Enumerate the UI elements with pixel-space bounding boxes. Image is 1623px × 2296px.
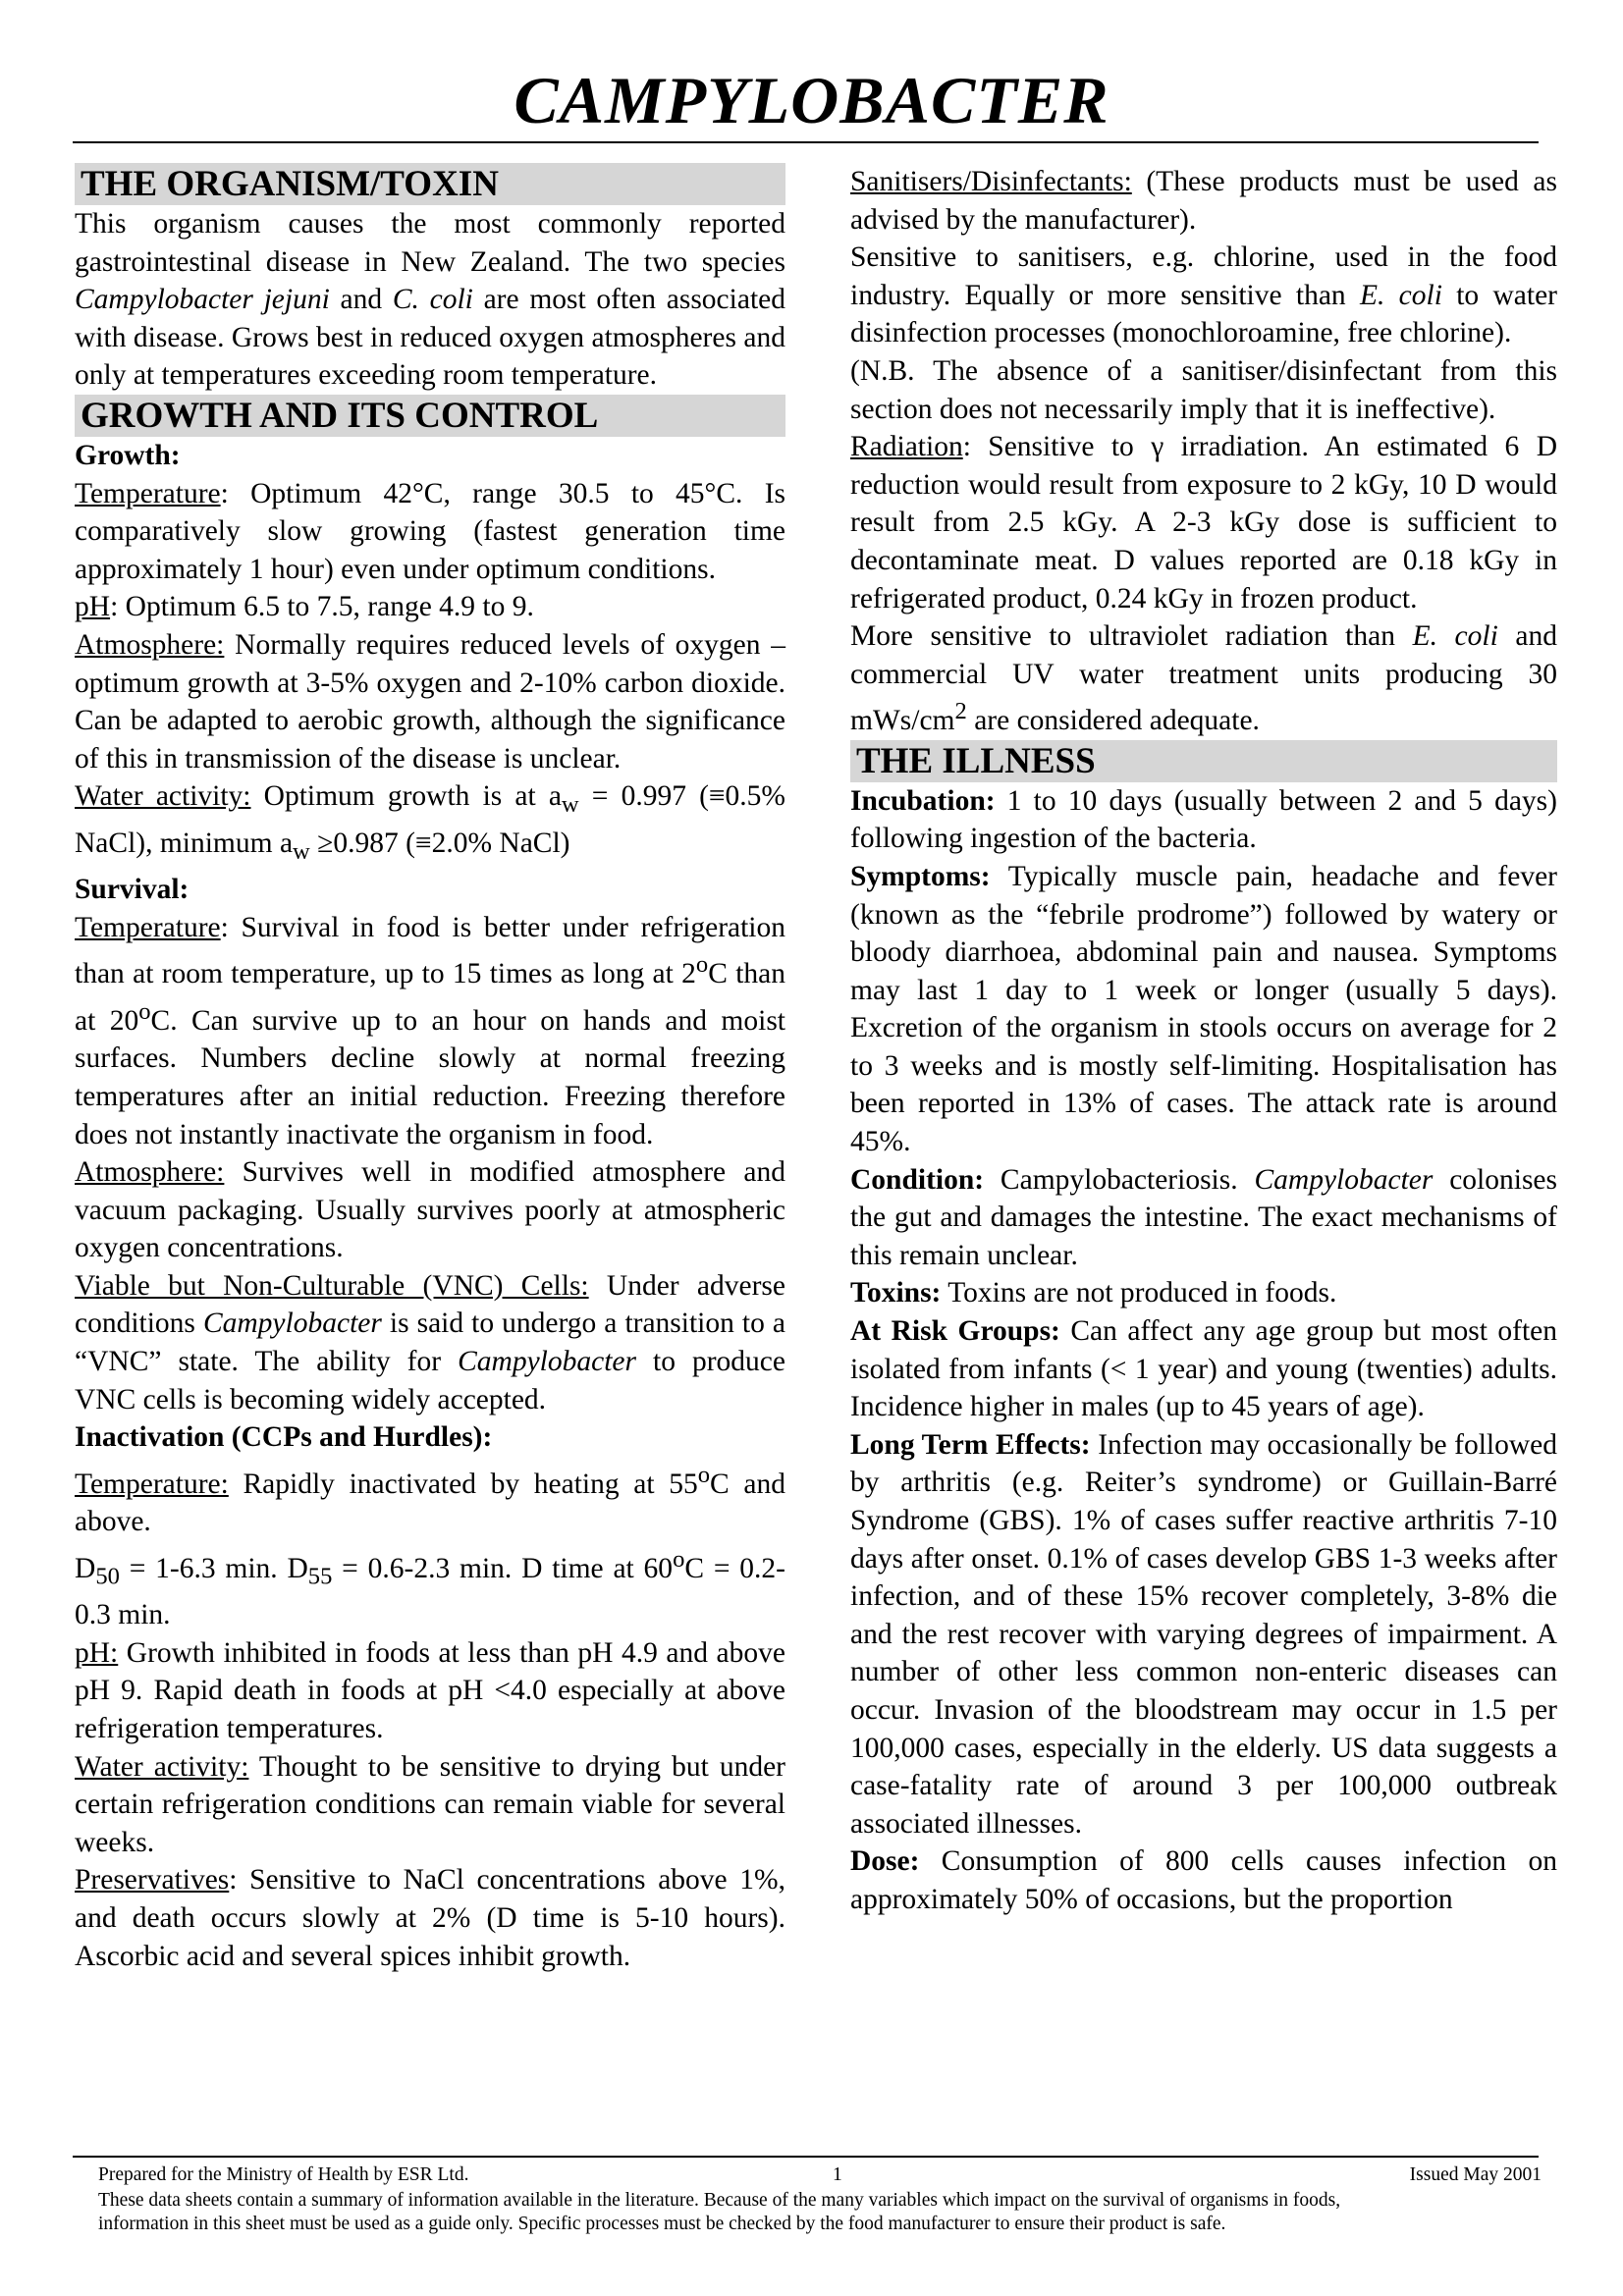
survival-temperature: Temperature: Survival in food is better under refrigeration than at room temperature, up to 15 times as long at 2$^o$C than at 20$^o$C. Can survive up to an hour on hands and moist surfaces. Numbers decline slowly at normal freezing temperatures after an initial reduction. Freezing therefore does not instantly inactivate the organism in food. bbox=[75, 911, 785, 1150]
growth-temperature: Temperature: Optimum 42°C, range 30.5 to 45°C. Is comparatively slow growing (fastest generation time approximately 1 hour) even under optimum conditions. bbox=[75, 477, 785, 585]
inactivation-temperature: Temperature: Rapidly inactivated by heating at 55$^o$C and above. bbox=[75, 1461, 785, 1538]
sanitisers-note: (N.B. The absence of a sanitiser/disinfectant from this section does not necessarily imply that it is ineffective). bbox=[850, 354, 1557, 425]
footer-prepared: Prepared for the Ministry of Health by ESR Ltd. bbox=[98, 2164, 469, 2185]
survival-vnc: Viable but Non-Culturable (VNC) Cells: Under adverse conditions Campylobacter is said to undergo a transition to a “VNC” state. The ability for Campylobacter to produce VNC cells is becoming widely accepted. bbox=[75, 1269, 785, 1415]
section-heading-growth: GROWTH AND ITS CONTROL bbox=[75, 395, 785, 437]
organism-paragraph: This organism causes the most commonly reported gastrointestinal disease in New Zealand. The two species Campylobacter jejuni and C. coli are most often associated with disease. Grows best in reduced oxygen atmospheres and only at temperatures exceeding room temperature. bbox=[75, 208, 785, 392]
section-heading-illness: THE ILLNESS bbox=[850, 740, 1557, 782]
illness-symptoms: Symptoms: Typically muscle pain, headache and fever (known as the “febrile prodrome”) followed by watery or bloody diarrhoea, abdominal pain and nausea. Symptoms may last 1 day to 1 week or longer (usually 5 days). Excretion of the organism in stools occurs on average for 2 to 3 weeks and is mostly self-limiting. Hospitalisation has been reported in 13% of cases. The attack rate is around 45%. bbox=[850, 860, 1557, 1158]
illness-toxins: Toxins: Toxins are not produced in foods. bbox=[850, 1277, 1337, 1309]
footer-disclaimer-2: information in this sheet must be used as a guide only. Specific processes must be checked by the food manufacturer to ensure their product is safe. bbox=[98, 2214, 1226, 2234]
illness-incubation: Incubation: 1 to 10 days (usually between 2 and 5 days) following ingestion of the bacteria. bbox=[850, 784, 1557, 855]
survival-atmosphere: Atmosphere: Survives well in modified atmosphere and vacuum packaging. Usually survives poorly at atmospheric oxygen concentrations. bbox=[75, 1156, 785, 1264]
inactivation-water-activity: Water activity: Thought to be sensitive to drying but under certain refrigeration conditions can remain viable for several weeks. bbox=[75, 1750, 785, 1858]
subheading-inactivation: Inactivation (CCPs and Hurdles): bbox=[75, 1421, 493, 1454]
sanitisers-sensitivity: Sensitive to sanitisers, e.g. chlorine, used in the food industry. Equally or more sensitive than E. coli to water disinfection processes (monochloroamine, free chlorine). bbox=[850, 241, 1557, 349]
footer-line bbox=[98, 2163, 1542, 2187]
footer-disclaimer-1: These data sheets contain a summary of information available in the literature. Because of the many variables which impact on the survival of organisms in foods, bbox=[98, 2190, 1341, 2211]
illness-dose: Dose: Consumption of 800 cells causes infection on approximately 50% of occasions, but the proportion bbox=[850, 1845, 1557, 1915]
illness-risk-groups: At Risk Groups: Can affect any age group but most often isolated from infants (< 1 year) and young (twenties) adults. Incidence higher in males (up to 45 years of age). bbox=[850, 1315, 1557, 1423]
page-number: 1 bbox=[833, 2164, 842, 2185]
growth-atmosphere: Atmosphere: Normally requires reduced levels of oxygen – optimum growth at 3-5% oxygen and 2-10% carbon dioxide. Can be adapted to aerobic growth, although the significance of this in transmission of the disease is unclear. bbox=[75, 628, 785, 774]
radiation-uv: More sensitive to ultraviolet radiation than E. coli and commercial UV water treatment units producing 30 mWs/$cm^2$ are considered adequate. bbox=[850, 620, 1557, 737]
illness-condition: Condition: Campylobacteriosis. Campylobacter colonises the gut and damages the intestine. The exact mechanisms of this remain unclear. bbox=[850, 1163, 1557, 1271]
subheading-survival: Survival: bbox=[75, 874, 189, 906]
footer-rule bbox=[73, 2156, 1539, 2158]
illness-long-term-effects: Long Term Effects: Infection may occasionally be followed by arthritis (e.g. Reiter’s syndrome) or Guillain-Barré Syndrome (GBS). 1% of cases suffer reactive arthritis 7-10 days after onset. 0.1% of cases develop GBS 1-3 weeks after infection, and of these 15% recover completely, 3-8% die and the rest recover with varying degrees of impairment. A number of other less common non-enteric diseases can occur. Invasion of the bloodstream may occur in 1.5 per 100,000 cases, especially in the elderly. US data suggests a case-fatality rate of around 3 per 100,000 outbreak associated illnesses. bbox=[850, 1428, 1557, 1840]
subheading-growth: Growth: bbox=[75, 439, 181, 471]
left-column bbox=[75, 163, 785, 1975]
page-title: CAMPYLOBACTER bbox=[514, 63, 1109, 137]
radiation-gamma: Radiation: Sensitive to γ irradiation. An estimated 6 D reduction would result from exposure to 2 kGy, 10 D would result from 2.5 kGy. A 2-3 kGy dose is sufficient to decontaminate meat. D values reported are 0.18 kGy in refrigerated product, 0.24 kGy in frozen product. bbox=[850, 431, 1557, 614]
section-heading-organism: THE ORGANISM/TOXIN bbox=[75, 163, 785, 205]
footer-issued: Issued May 2001 bbox=[1409, 2164, 1542, 2185]
sanitisers-intro: Sanitisers/Disinfectants: (These products must be used as advised by the manufacturer). bbox=[850, 166, 1557, 236]
inactivation-ph: pH: Growth inhibited in foods at less than pH 4.9 and above pH 9. Rapid death in foods at pH <4.0 especially at above refrigeration temperatures. bbox=[75, 1636, 785, 1744]
title-rule bbox=[73, 141, 1539, 143]
inactivation-d-values: $D_{50} = 1-6.3$ min. $D_{55} = 0.6-2.3$ min. D time at $60^oC = 0.2-0.3$ min. bbox=[75, 1545, 785, 1631]
growth-water-activity: Water activity: Optimum growth is at $a_w = 0.997$ (≡0.5% NaCl), minimum $a_w \ge 0.987$ (≡2.0% NaCl) bbox=[75, 780, 786, 865]
inactivation-preservatives: Preservatives: Sensitive to NaCl concentrations above 1%, and death occurs slowly at 2% (D time is 5-10 hours). Ascorbic acid and several spices inhibit growth. bbox=[75, 1864, 785, 1972]
growth-ph: pH: Optimum 6.5 to 7.5, range 4.9 to 9. bbox=[75, 591, 534, 623]
right-column bbox=[850, 163, 1557, 1919]
